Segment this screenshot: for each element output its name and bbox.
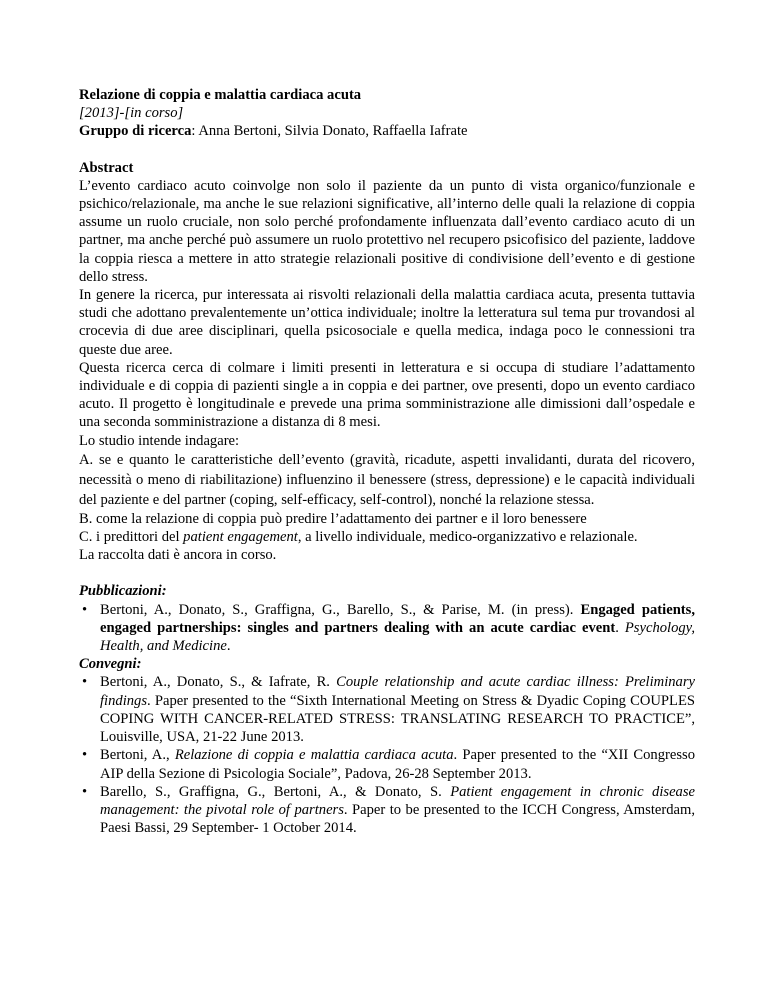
abstract-item-c xyxy=(79,528,695,546)
publication-separator: . xyxy=(615,619,625,636)
publications-section xyxy=(79,582,695,655)
abstract-closing: La raccolta dati è ancora in corso. xyxy=(79,547,277,564)
conference-item xyxy=(79,673,695,746)
document-header xyxy=(79,86,695,141)
project-period: [2013]-[in corso] xyxy=(79,105,184,122)
abstract-paragraph: Questa ricerca cerca di colmare i limiti presenti in letteratura e si occupa di studiare l’adattamento individuale e di coppia di pazienti single a in coppia e dei partner, ove presenti, dopo un evento cardiaco acuto. Il progetto è longitudinale e prevede una prima somministrazione alle dimissioni dall’ospedale e una seconda somministrazione a distanza di 8 mesi. xyxy=(79,359,695,431)
conference-item xyxy=(79,783,695,838)
bullet-icon: • xyxy=(82,674,88,691)
item-c-emphasis: patient engagement xyxy=(183,529,298,546)
conference-title: Relazione di coppia e malattia cardiaca acuta xyxy=(174,747,454,764)
conference-title: Couple relationship and acute cardiac illness: Preliminary findings xyxy=(100,674,695,709)
conference-details: . Paper presented to the “XII Congresso AIP della Sezione di Psicologia Sociale”, Padova, 26-28 September 2013. xyxy=(100,747,696,782)
publications-list xyxy=(79,601,695,656)
abstract-paragraph: L’evento cardiaco acuto coinvolge non solo il paziente da un punto di vista organico/funzionale e psichico/relazionale, ma anche le sue relazioni significative, all’interno delle quali la relazione di coppia assume un ruolo cruciale, non solo perché profondamente influenzata dall’evento cardiaco acuto di un partner, ma anche perché può assumere un ruolo protettivo nel recupero psicofisico del paziente, laddove la coppia riesca a mettere in atto strategie relazionali positive di condivisione dell’evento e di gestione dello stress. xyxy=(79,177,695,285)
bullet-icon: • xyxy=(82,601,88,618)
abstract-section xyxy=(79,159,695,565)
abstract-heading: Abstract xyxy=(79,159,134,176)
publication-authors: Bertoni, A., Donato, S., Graffigna, G., Barello, S., & Parise, M. (in press). xyxy=(100,601,581,618)
publications-heading: Pubblicazioni: xyxy=(79,583,167,600)
conferences-section xyxy=(79,655,695,837)
publication-item xyxy=(79,601,695,656)
conference-authors: Bertoni, A., xyxy=(100,747,175,764)
conference-details: . Paper to be presented to the ICCH Congress, Amsterdam, Paesi Bassi, 29 September- 1 October 2014. xyxy=(100,801,695,837)
conferences-list xyxy=(79,673,695,837)
abstract-paragraph: In genere la ricerca, pur interessata ai risvolti relazionali della malattia cardiaca acuta, presenta tuttavia studi che adottano prevalentemente un’ottica individuale; inoltre la letteratura sul tema pur trovandosi al crocevia di due aree disciplinari, quella psicosociale e quella medica, indaga poco le connessioni tra queste due aree. xyxy=(79,287,695,358)
bullet-icon: • xyxy=(82,783,88,800)
abstract-paragraph: Lo studio intende indagare: xyxy=(79,432,240,449)
project-title: Relazione di coppia e malattia cardiaca acuta xyxy=(79,87,362,103)
document-page xyxy=(79,86,695,837)
item-c-prefix: C. i predittori del xyxy=(79,529,184,546)
research-group-members: : Anna Bertoni, Silvia Donato, Raffaella Iafrate xyxy=(191,123,468,140)
research-group-label: Gruppo di ricerca xyxy=(79,123,192,140)
conference-authors: Bertoni, A., Donato, S., & Iafrate, R. xyxy=(100,674,337,691)
publication-journal: Psychology, Health, and Medicine xyxy=(100,619,696,655)
abstract-item-b: B. come la relazione di coppia può predire l’adattamento dei partner e il loro benessere xyxy=(79,510,587,527)
item-c-suffix: , a livello individuale, medico-organizzativo e relazionale. xyxy=(297,529,638,546)
conference-details: . Paper presented to the “Sixth International Meeting on Stress & Dyadic Coping COUPLES COPING WITH CANCER-RELATED STRESS: TRANSLATING RESEARCH TO PRACTICE”, Louisville, USA, 21-22 June 2013. xyxy=(100,692,695,746)
abstract-item-a: A. se e quanto le caratteristiche dell’evento (gravità, ricadute, aspetti invalidanti, durata del ricovero, necessità o meno di riabilitazione) influenzino il benessere (stress, depressione) e le capacità individuali del paziente e del partner (coping, self-efficacy, self-control), nonché la relazione stessa. xyxy=(79,451,695,508)
conference-item xyxy=(79,746,695,782)
conference-title: Patient engagement in chronic disease management: the pivotal role of partners xyxy=(100,783,695,818)
publication-end: . xyxy=(226,638,231,655)
publication-title: Engaged patients, engaged partnerships: singles and partners dealing with an acute cardiac event xyxy=(100,601,695,636)
research-group xyxy=(79,122,695,140)
conferences-heading: Convegni: xyxy=(79,656,142,673)
bullet-icon: • xyxy=(82,747,88,764)
conference-authors: Barello, S., Graffigna, G., Bertoni, A., & Donato, S. xyxy=(100,783,451,800)
